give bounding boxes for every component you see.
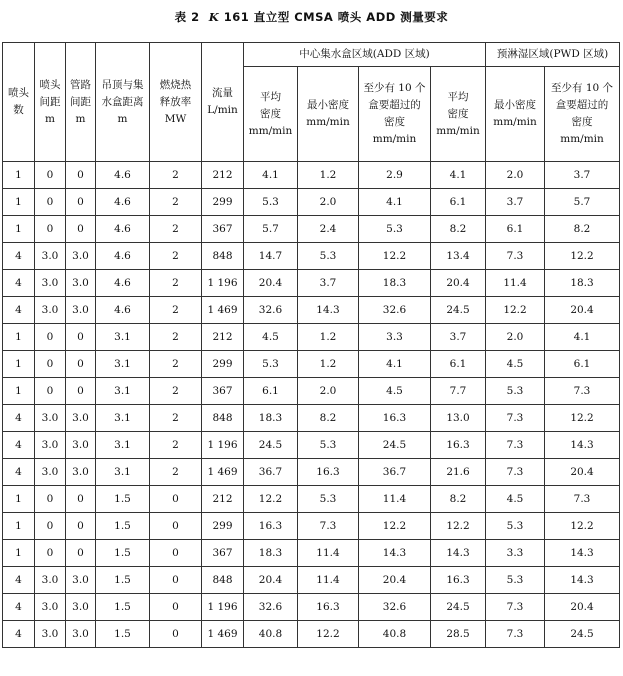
table-cell: 1.5	[96, 567, 150, 594]
table-cell: 848	[202, 405, 244, 432]
header-pwd-min: 最小密度 mm/min	[486, 67, 545, 162]
table-cell: 5.3	[359, 216, 431, 243]
table-cell: 3.0	[66, 594, 96, 621]
table-cell: 18.3	[244, 405, 298, 432]
table-cell: 3.0	[66, 432, 96, 459]
table-cell: 16.3	[431, 567, 486, 594]
table-cell: 11.4	[298, 567, 359, 594]
table-row	[3, 459, 620, 486]
table-cell: 2	[150, 270, 202, 297]
header-pwd-avg: 平均 密度 mm/min	[431, 67, 486, 162]
table-cell: 14.7	[244, 243, 298, 270]
table-cell: 11.4	[486, 270, 545, 297]
table-row	[3, 540, 620, 567]
table-cell: 4.1	[431, 162, 486, 189]
table-cell: 12.2	[244, 486, 298, 513]
table-cell: 14.3	[359, 540, 431, 567]
table-row	[3, 216, 620, 243]
table-cell: 1	[3, 216, 35, 243]
table-cell: 7.3	[486, 594, 545, 621]
table-row	[3, 324, 620, 351]
table-title-text: 161 直立型 CMSA 喷头 ADD 测量要求	[223, 10, 449, 24]
table-cell: 24.5	[431, 297, 486, 324]
table-cell: 4	[3, 405, 35, 432]
table-cell: 7.3	[486, 243, 545, 270]
table-cell: 0	[150, 540, 202, 567]
header-heads: 喷头 数	[3, 43, 35, 162]
table-cell: 5.3	[486, 513, 545, 540]
table-cell: 7.3	[486, 459, 545, 486]
table-title-k: K	[208, 10, 220, 24]
table-cell: 4.6	[96, 243, 150, 270]
table-cell: 0	[66, 189, 96, 216]
table-cell: 0	[66, 216, 96, 243]
table-cell: 2	[150, 216, 202, 243]
table-cell: 20.4	[359, 567, 431, 594]
table-cell: 6.1	[486, 216, 545, 243]
table-row	[3, 243, 620, 270]
table-cell: 7.7	[431, 378, 486, 405]
table-cell: 0	[150, 621, 202, 648]
table-cell: 848	[202, 567, 244, 594]
table-cell: 2	[150, 378, 202, 405]
header-add-avg: 平均 密度 mm/min	[244, 67, 298, 162]
table-cell: 299	[202, 513, 244, 540]
table-row	[3, 432, 620, 459]
header-heat: 燃烧热 释放率 MW	[150, 43, 202, 162]
table-cell: 32.6	[244, 594, 298, 621]
table-cell: 11.4	[298, 540, 359, 567]
header-spacing: 喷头 间距 m	[35, 43, 66, 162]
table-cell: 3.0	[35, 270, 66, 297]
sprinkler-add-table	[2, 42, 620, 648]
table-cell: 4.6	[96, 216, 150, 243]
table-cell: 24.5	[244, 432, 298, 459]
table-cell: 1.5	[96, 621, 150, 648]
table-title-prefix: 表 2	[174, 10, 200, 24]
table-cell: 367	[202, 378, 244, 405]
table-cell: 2	[150, 297, 202, 324]
table-cell: 8.2	[431, 486, 486, 513]
table-cell: 3.0	[35, 243, 66, 270]
table-cell: 1.5	[96, 594, 150, 621]
table-cell: 2	[150, 405, 202, 432]
table-cell: 0	[35, 216, 66, 243]
table-cell: 299	[202, 351, 244, 378]
table-cell: 3.1	[96, 324, 150, 351]
table-cell: 212	[202, 162, 244, 189]
table-cell: 0	[35, 486, 66, 513]
table-cell: 14.3	[545, 540, 620, 567]
table-cell: 4	[3, 432, 35, 459]
table-cell: 4.5	[359, 378, 431, 405]
table-cell: 24.5	[545, 621, 620, 648]
table-cell: 1.2	[298, 162, 359, 189]
table-cell: 4	[3, 567, 35, 594]
table-cell: 3.7	[486, 189, 545, 216]
table-cell: 2.0	[298, 378, 359, 405]
table-cell: 8.2	[298, 405, 359, 432]
table-cell: 8.2	[431, 216, 486, 243]
table-cell: 3.0	[35, 405, 66, 432]
table-cell: 4	[3, 297, 35, 324]
table-cell: 12.2	[298, 621, 359, 648]
table-cell: 848	[202, 243, 244, 270]
table-cell: 2	[150, 324, 202, 351]
table-cell: 1	[3, 189, 35, 216]
table-cell: 3.0	[35, 297, 66, 324]
table-cell: 4.6	[96, 297, 150, 324]
table-cell: 2.0	[298, 189, 359, 216]
table-cell: 2	[150, 243, 202, 270]
table-cell: 4.5	[486, 351, 545, 378]
table-cell: 3.0	[35, 432, 66, 459]
table-cell: 18.3	[545, 270, 620, 297]
table-cell: 32.6	[244, 297, 298, 324]
header-ceiling: 吊顶与集 水盒距离 m	[96, 43, 150, 162]
table-cell: 1.2	[298, 324, 359, 351]
table-cell: 3.0	[66, 567, 96, 594]
table-cell: 1 196	[202, 432, 244, 459]
table-cell: 367	[202, 216, 244, 243]
table-row	[3, 270, 620, 297]
table-cell: 1 196	[202, 594, 244, 621]
table-cell: 36.7	[359, 459, 431, 486]
table-title	[0, 9, 623, 25]
table-cell: 4.6	[96, 270, 150, 297]
header-pwd-group: 预淋湿区域(PWD 区域)	[486, 43, 620, 67]
table-cell: 1.5	[96, 540, 150, 567]
table-cell: 2	[150, 432, 202, 459]
table-cell: 0	[35, 540, 66, 567]
table-cell: 4	[3, 459, 35, 486]
table-cell: 4.6	[96, 189, 150, 216]
table-cell: 1	[3, 351, 35, 378]
table-cell: 16.3	[359, 405, 431, 432]
table-row	[3, 189, 620, 216]
table-cell: 3.7	[431, 324, 486, 351]
table-cell: 212	[202, 486, 244, 513]
table-cell: 1	[3, 162, 35, 189]
table-cell: 6.1	[545, 351, 620, 378]
table-row	[3, 486, 620, 513]
table-cell: 14.3	[298, 297, 359, 324]
table-cell: 16.3	[244, 513, 298, 540]
table-cell: 3.1	[96, 459, 150, 486]
table-cell: 2.4	[298, 216, 359, 243]
table-cell: 1	[3, 378, 35, 405]
table-cell: 3.3	[359, 324, 431, 351]
table-cell: 7.3	[298, 513, 359, 540]
table-cell: 4	[3, 594, 35, 621]
table-cell: 367	[202, 540, 244, 567]
table-cell: 16.3	[431, 432, 486, 459]
table-cell: 0	[66, 513, 96, 540]
table-cell: 0	[66, 351, 96, 378]
table-cell: 1.2	[298, 351, 359, 378]
table-cell: 5.3	[298, 243, 359, 270]
table-cell: 0	[150, 594, 202, 621]
table-cell: 32.6	[359, 297, 431, 324]
table-cell: 5.3	[244, 189, 298, 216]
table-cell: 1	[3, 540, 35, 567]
table-cell: 4.5	[486, 486, 545, 513]
table-cell: 4.1	[244, 162, 298, 189]
table-cell: 5.3	[486, 378, 545, 405]
table-cell: 3.1	[96, 378, 150, 405]
table-cell: 0	[66, 378, 96, 405]
table-cell: 2	[150, 162, 202, 189]
table-cell: 2	[150, 189, 202, 216]
table-cell: 3.1	[96, 351, 150, 378]
table-cell: 0	[66, 540, 96, 567]
table-row	[3, 297, 620, 324]
table-cell: 1.5	[96, 486, 150, 513]
table-cell: 3.0	[35, 621, 66, 648]
table-cell: 1 469	[202, 621, 244, 648]
table-cell: 13.4	[431, 243, 486, 270]
table-cell: 12.2	[359, 513, 431, 540]
table-cell: 0	[35, 162, 66, 189]
table-row	[3, 567, 620, 594]
table-row	[3, 162, 620, 189]
table-cell: 5.3	[298, 486, 359, 513]
table-cell: 1.5	[96, 513, 150, 540]
table-cell: 0	[150, 513, 202, 540]
table-cell: 20.4	[545, 297, 620, 324]
table-cell: 20.4	[545, 594, 620, 621]
table-cell: 14.3	[431, 540, 486, 567]
table-cell: 3.0	[35, 594, 66, 621]
table-cell: 40.8	[359, 621, 431, 648]
table-cell: 7.3	[545, 378, 620, 405]
table-cell: 0	[66, 324, 96, 351]
table-cell: 20.4	[545, 459, 620, 486]
table-cell: 18.3	[359, 270, 431, 297]
table-cell: 4.1	[359, 189, 431, 216]
table-cell: 0	[35, 324, 66, 351]
table-cell: 5.3	[244, 351, 298, 378]
table-cell: 3.3	[486, 540, 545, 567]
table-cell: 40.8	[244, 621, 298, 648]
table-cell: 0	[35, 351, 66, 378]
table-cell: 4.1	[545, 324, 620, 351]
table-cell: 18.3	[244, 540, 298, 567]
table-cell: 7.3	[486, 621, 545, 648]
table-cell: 3.0	[66, 270, 96, 297]
table-cell: 4	[3, 621, 35, 648]
table-cell: 1	[3, 513, 35, 540]
table-cell: 7.3	[486, 432, 545, 459]
table-cell: 12.2	[545, 405, 620, 432]
header-pwd-ten: 至少有 10 个 盒要超过的 密度 mm/min	[545, 67, 620, 162]
table-cell: 212	[202, 324, 244, 351]
header-flow: 流量 L/min	[202, 43, 244, 162]
table-cell: 1 469	[202, 459, 244, 486]
table-row	[3, 621, 620, 648]
table-cell: 21.6	[431, 459, 486, 486]
header-pipe: 管路 间距 m	[66, 43, 96, 162]
table-cell: 3.0	[66, 405, 96, 432]
table-cell: 11.4	[359, 486, 431, 513]
table-cell: 3.0	[66, 243, 96, 270]
table-cell: 13.0	[431, 405, 486, 432]
table-cell: 5.7	[244, 216, 298, 243]
table-cell: 16.3	[298, 459, 359, 486]
header-add-ten: 至少有 10 个 盒要超过的 密度 mm/min	[359, 67, 431, 162]
table-cell: 3.0	[35, 567, 66, 594]
table-cell: 12.2	[545, 513, 620, 540]
table-cell: 2	[150, 459, 202, 486]
header-add-min: 最小密度 mm/min	[298, 67, 359, 162]
header-add-group: 中心集水盒区域(ADD 区域)	[244, 43, 486, 67]
table-row	[3, 594, 620, 621]
table-cell: 5.3	[298, 432, 359, 459]
table-cell: 0	[150, 567, 202, 594]
table-cell: 28.5	[431, 621, 486, 648]
table-cell: 8.2	[545, 216, 620, 243]
table-cell: 14.3	[545, 567, 620, 594]
table-cell: 6.1	[431, 189, 486, 216]
table-cell: 299	[202, 189, 244, 216]
table-cell: 32.6	[359, 594, 431, 621]
table-cell: 14.3	[545, 432, 620, 459]
table-cell: 4.5	[244, 324, 298, 351]
table-cell: 6.1	[431, 351, 486, 378]
table-cell: 7.3	[545, 486, 620, 513]
table-cell: 5.7	[545, 189, 620, 216]
table-cell: 0	[35, 189, 66, 216]
table-cell: 1 196	[202, 270, 244, 297]
table-cell: 24.5	[431, 594, 486, 621]
table-cell: 0	[150, 486, 202, 513]
table-cell: 20.4	[431, 270, 486, 297]
table-cell: 16.3	[298, 594, 359, 621]
table-cell: 12.2	[545, 243, 620, 270]
table-cell: 12.2	[431, 513, 486, 540]
table-cell: 1	[3, 486, 35, 513]
table-cell: 2.0	[486, 162, 545, 189]
table-cell: 12.2	[359, 243, 431, 270]
table-cell: 0	[66, 486, 96, 513]
table-cell: 5.3	[486, 567, 545, 594]
table-cell: 0	[35, 378, 66, 405]
table-cell: 1 469	[202, 297, 244, 324]
table-cell: 1	[3, 324, 35, 351]
table-cell: 3.7	[298, 270, 359, 297]
table-row	[3, 513, 620, 540]
table-cell: 0	[66, 162, 96, 189]
table-row	[3, 405, 620, 432]
table-cell: 4.6	[96, 162, 150, 189]
table-cell: 20.4	[244, 270, 298, 297]
table-cell: 3.0	[35, 459, 66, 486]
table-cell: 24.5	[359, 432, 431, 459]
table-cell: 4	[3, 243, 35, 270]
table-cell: 4	[3, 270, 35, 297]
table-cell: 12.2	[486, 297, 545, 324]
table-row	[3, 351, 620, 378]
table-cell: 3.1	[96, 405, 150, 432]
table-cell: 3.0	[66, 297, 96, 324]
table-row	[3, 378, 620, 405]
table-cell: 2.9	[359, 162, 431, 189]
table-cell: 4.1	[359, 351, 431, 378]
table-cell: 2.0	[486, 324, 545, 351]
table-cell: 6.1	[244, 378, 298, 405]
table-cell: 7.3	[486, 405, 545, 432]
table-cell: 3.0	[66, 621, 96, 648]
table-cell: 36.7	[244, 459, 298, 486]
table-cell: 20.4	[244, 567, 298, 594]
table-cell: 3.1	[96, 432, 150, 459]
table-cell: 3.0	[66, 459, 96, 486]
table-cell: 3.7	[545, 162, 620, 189]
table-cell: 2	[150, 351, 202, 378]
table-cell: 0	[35, 513, 66, 540]
